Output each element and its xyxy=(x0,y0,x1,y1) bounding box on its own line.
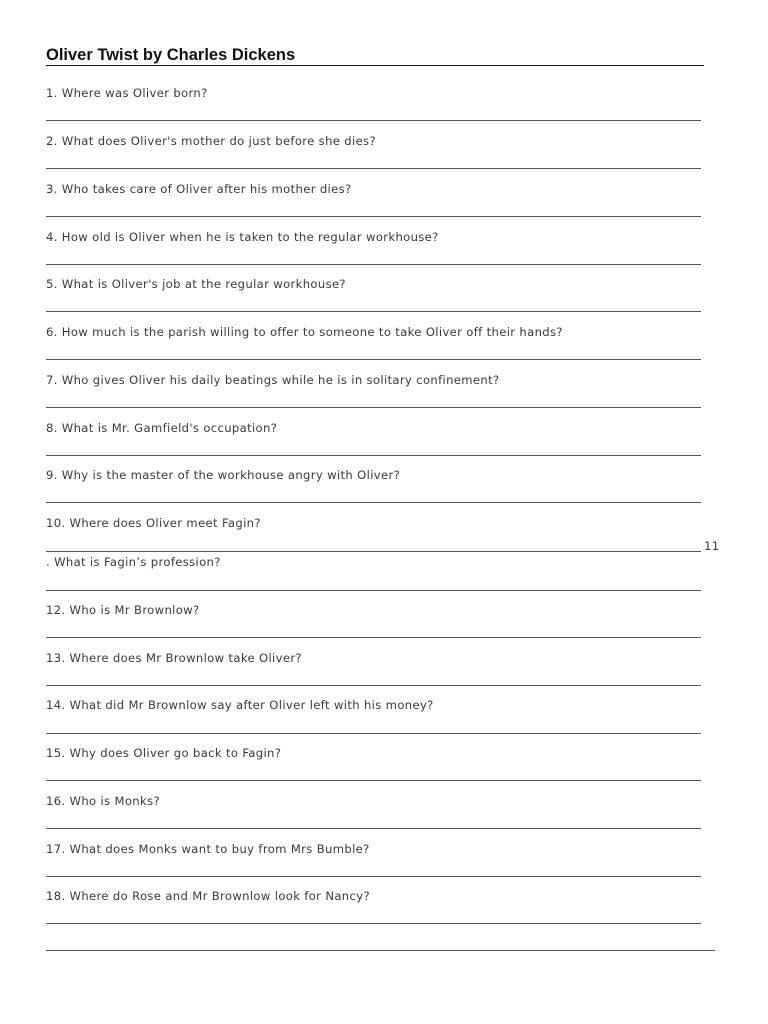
answer-line-1 xyxy=(46,120,701,121)
answer-line-18 xyxy=(46,923,701,924)
worksheet-title: Oliver Twist by Charles Dickens xyxy=(46,45,704,66)
answer-line-5 xyxy=(46,311,701,312)
question-8: 8. What is Mr. Gamfield's occupation? xyxy=(46,421,278,435)
answer-line-17 xyxy=(46,876,701,877)
answer-line-3 xyxy=(46,216,701,217)
question-15: 15. Why does Oliver go back to Fagin? xyxy=(46,746,282,760)
answer-line-14 xyxy=(46,733,701,734)
question-18: 18. Where do Rose and Mr Brownlow look for Nancy? xyxy=(46,889,370,903)
question-1: 1. Where was Oliver born? xyxy=(46,86,208,100)
question-16: 16. Who is Monks? xyxy=(46,794,160,808)
answer-line-extra xyxy=(46,950,715,951)
question-10: 10. Where does Oliver meet Fagin? xyxy=(46,516,261,530)
question-7: 7. Who gives Oliver his daily beatings while he is in solitary confinement? xyxy=(46,373,500,387)
question-6: 6. How much is the parish willing to offer to someone to take Oliver off their hands? xyxy=(46,325,563,339)
answer-line-10 xyxy=(46,551,701,552)
answer-line-11 xyxy=(46,590,701,591)
answer-line-6 xyxy=(46,359,701,360)
question-3: 3. Who takes care of Oliver after his mother dies? xyxy=(46,182,352,196)
answer-line-4 xyxy=(46,264,701,265)
question-2: 2. What does Oliver's mother do just before she dies? xyxy=(46,134,376,148)
answer-line-12 xyxy=(46,637,701,638)
answer-line-8 xyxy=(46,455,701,456)
question-11: . What is Fagin’s profession? xyxy=(46,555,221,569)
answer-line-9 xyxy=(46,502,701,503)
question-9: 9. Why is the master of the workhouse angry with Oliver? xyxy=(46,468,401,482)
question-4: 4. How old is Oliver when he is taken to the regular workhouse? xyxy=(46,230,439,244)
question-14: 14. What did Mr Brownlow say after Oliver left with his money? xyxy=(46,698,434,712)
page-number: 11 xyxy=(704,539,720,553)
question-5: 5. What is Oliver's job at the regular workhouse? xyxy=(46,277,346,291)
answer-line-16 xyxy=(46,828,701,829)
question-13: 13. Where does Mr Brownlow take Oliver? xyxy=(46,651,302,665)
question-12: 12. Who is Mr Brownlow? xyxy=(46,603,200,617)
answer-line-7 xyxy=(46,407,701,408)
question-17: 17. What does Monks want to buy from Mrs Bumble? xyxy=(46,842,370,856)
answer-line-13 xyxy=(46,685,701,686)
answer-line-2 xyxy=(46,168,701,169)
answer-line-15 xyxy=(46,780,701,781)
